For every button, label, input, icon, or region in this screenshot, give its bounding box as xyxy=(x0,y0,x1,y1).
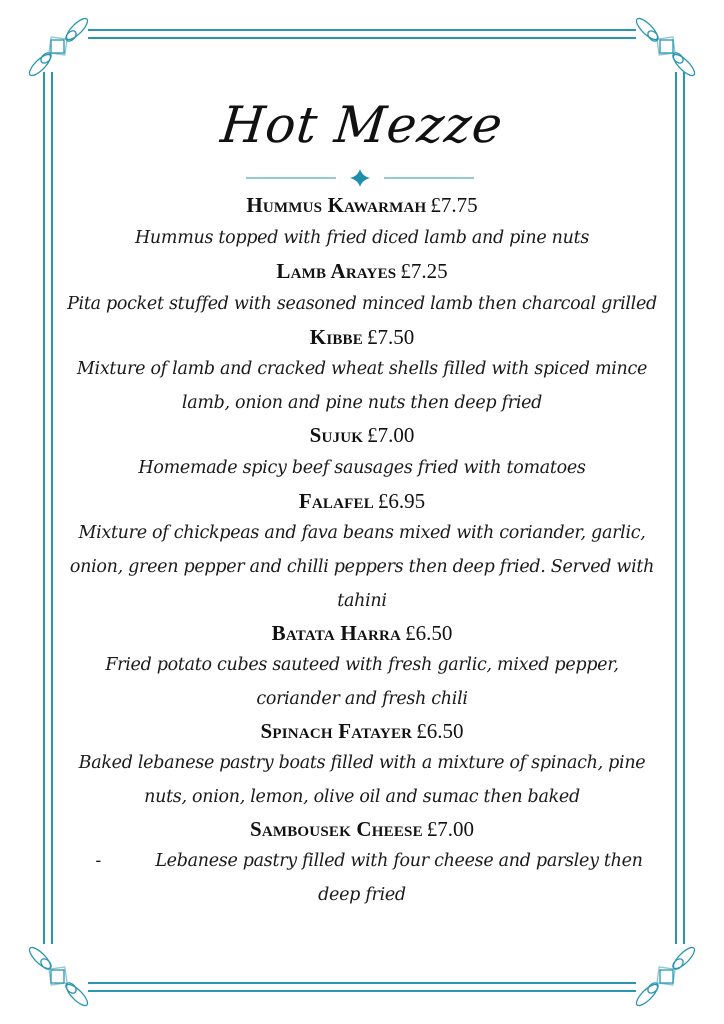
menu-item xyxy=(56,190,668,256)
item-name: Lamb Arayes xyxy=(276,259,397,283)
item-name: Hummus Kawarmah xyxy=(246,193,427,217)
item-name: Sujuk xyxy=(309,423,364,447)
item-heading xyxy=(56,618,668,648)
list-bullet: - xyxy=(95,851,101,871)
frame-left-outer-line xyxy=(43,72,45,944)
item-price: £7.25 xyxy=(400,259,448,283)
item-heading xyxy=(56,420,668,450)
item-name: Kibbe xyxy=(309,325,363,349)
menu-list xyxy=(56,190,668,912)
item-price: £7.50 xyxy=(366,325,415,349)
item-heading xyxy=(56,190,668,220)
menu-item xyxy=(56,256,668,322)
item-description: Mixture of lamb and cracked wheat shells filled with spiced mince lamb, onion and pine nuts then deep fried xyxy=(76,359,648,413)
menu-item xyxy=(56,420,668,486)
star-divider-icon xyxy=(246,168,474,188)
item-description: Baked lebanese pastry boats filled with a mixture of spinach, pine nuts, onion, lemon, olive oil and sumac then baked xyxy=(78,753,646,807)
item-heading xyxy=(56,322,668,352)
item-description: Homemade spicy beef sausages fried with tomatoes xyxy=(138,458,586,478)
page-title: Hot Mezze xyxy=(218,96,506,154)
item-price: £7.00 xyxy=(426,817,475,841)
item-heading xyxy=(56,814,668,844)
item-description xyxy=(56,844,668,912)
frame-right-outer-line xyxy=(683,72,685,944)
frame-bottom-inner-line xyxy=(88,982,636,984)
corner-ornament-icon xyxy=(630,12,700,82)
frame-left-inner-line xyxy=(51,72,53,944)
item-description-text: Lebanese pastry filled with four cheese and parsley then deep fried xyxy=(155,851,643,905)
item-heading xyxy=(56,716,668,746)
menu-item xyxy=(56,814,668,912)
item-name: Spinach Fatayer xyxy=(260,719,413,743)
item-description: Fried potato cubes sauteed with fresh garlic, mixed pepper, coriander and fresh chili xyxy=(105,655,619,709)
menu-item xyxy=(56,322,668,420)
item-heading xyxy=(56,486,668,516)
item-description: Hummus topped with fried diced lamb and pine nuts xyxy=(134,228,590,248)
frame-top-outer-line xyxy=(88,29,636,31)
item-price: £6.50 xyxy=(416,719,464,743)
item-heading xyxy=(56,256,668,286)
item-description: Pita pocket stuffed with seasoned minced lamb then charcoal grilled xyxy=(67,294,657,314)
item-price: £6.95 xyxy=(377,489,426,513)
item-price: £7.75 xyxy=(430,193,478,217)
item-name: Falafel xyxy=(298,489,374,513)
menu-item xyxy=(56,486,668,618)
frame-bottom-outer-line xyxy=(88,990,636,992)
frame-top-inner-line xyxy=(88,37,636,39)
menu-item xyxy=(56,618,668,716)
item-description: Mixture of chickpeas and fava beans mixed with coriander, garlic, onion, green pepper and chilli peppers then deep fried. Served with tahini xyxy=(69,523,655,611)
frame-right-inner-line xyxy=(675,72,677,944)
menu-item xyxy=(56,716,668,814)
item-name: Sambousek Cheese xyxy=(249,817,423,841)
corner-ornament-icon xyxy=(24,942,94,1012)
item-price: £7.00 xyxy=(367,423,415,447)
corner-ornament-icon xyxy=(630,942,700,1012)
item-price: £6.50 xyxy=(405,621,453,645)
item-name: Batata Harra xyxy=(271,621,402,645)
corner-ornament-icon xyxy=(24,12,94,82)
